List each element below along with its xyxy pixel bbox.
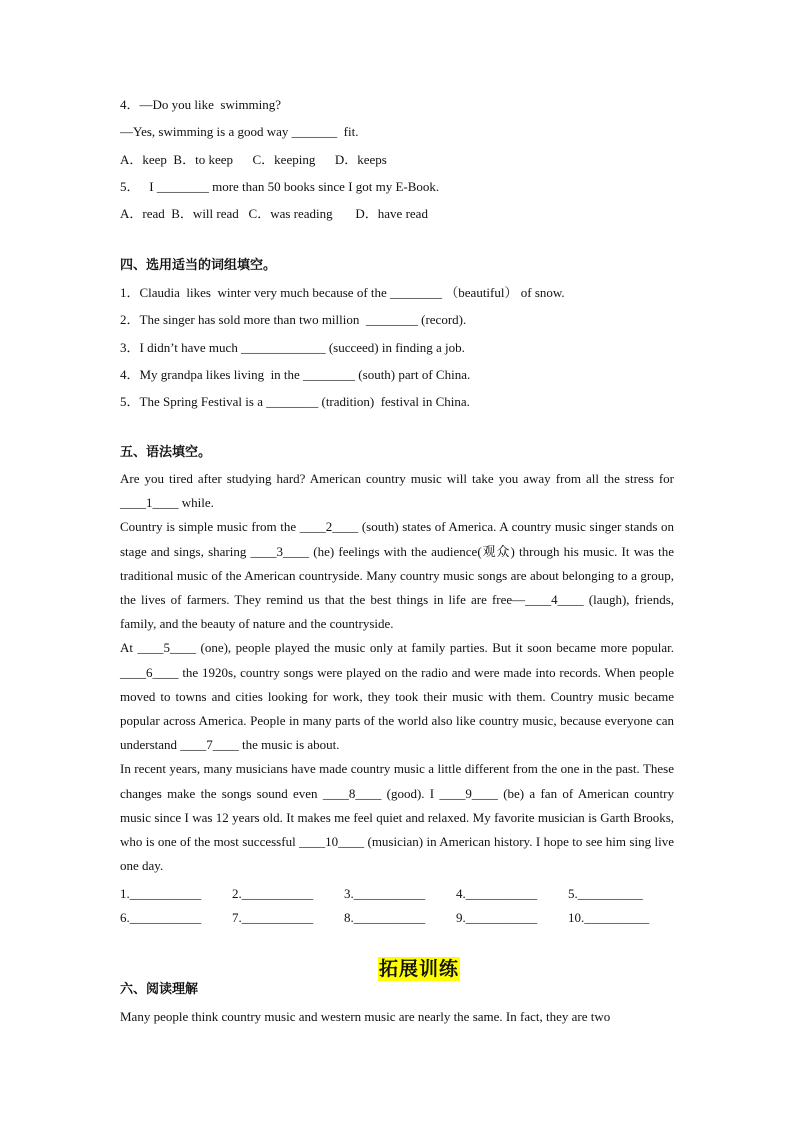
answer-blank[interactable]: 10.__________ xyxy=(568,910,650,925)
section4-item: 3．I didn’t have much _____________ (succeed) in finding a job. xyxy=(120,340,465,355)
section5-passage xyxy=(120,467,674,878)
answer-blank[interactable]: 8.___________ xyxy=(344,910,426,925)
section4-title: 四、选用适当的词组填空。 xyxy=(120,258,277,273)
passage-paragraph: In recent years, many musicians have made country music a little different from the one in the past. These changes make the songs sound even ____8____ (good). I ____9____ (be) a fan of American country music since I was 12 years old. It makes me feel quiet and relaxed. My favorite musician is Garth Brooks, who is one of the most successful ____10____ (musician) in American history. I hope to see him sing live one day. xyxy=(120,761,674,874)
q4-stem: 4．—Do you like swimming? xyxy=(120,97,282,112)
answer-blank[interactable]: 2.___________ xyxy=(232,886,314,901)
passage-paragraph: Country is simple music from the ____2____ (south) states of America. A country music singer stands on stage and sings, sharing ____3____ (he) feelings with the audience(观众) through his music. It was the traditional music of the American countryside. Many country music songs are about belonging to a group, the lives of farmers. They remind us that the best things in life are free—____4____ (laugh), friends, family, and the beauty of nature and the countryside. xyxy=(120,519,675,632)
section4-item: 2．The singer has sold more than two million ________ (record). xyxy=(120,312,467,327)
q4-options: A．keep B．to keep C．keeping D．keeps xyxy=(120,152,387,167)
answer-blank[interactable]: 5.__________ xyxy=(568,886,643,901)
answer-blank[interactable]: 7.___________ xyxy=(232,910,314,925)
answer-blank[interactable]: 6.___________ xyxy=(120,910,202,925)
section5-title: 五、语法填空。 xyxy=(120,445,212,460)
passage-paragraph: Are you tired after studying hard? American country music will take you away from all the stress for ____1____ while. xyxy=(120,471,674,511)
section4-item: 4．My grandpa likes living in the ________ (south) part of China. xyxy=(120,367,471,382)
extension-training-banner: 拓展训练 xyxy=(379,958,460,980)
q4-reply: —Yes, swimming is a good way _______ fit. xyxy=(120,124,359,139)
section4-item: 1．Claudia likes winter very much because of the ________ （beautiful） of snow. xyxy=(120,285,565,300)
q5-stem: 5． I ________ more than 50 books since I got my E-Book. xyxy=(120,179,440,194)
passage-paragraph: At ____5____ (one), people played the music only at family parties. But it soon became more popular. ____6____ the 1920s, country songs were played on the radio and were made into records. When people moved to towns and cities looking for work, they took their music with them. Country music became popular across America. People in many parts of the world also like country music, because everyone can understand ____7____ the music is about. xyxy=(120,640,674,753)
answer-blank[interactable]: 3.___________ xyxy=(344,886,426,901)
answer-blank[interactable]: 9.___________ xyxy=(456,910,538,925)
section4-item: 5．The Spring Festival is a ________ (tradition) festival in China. xyxy=(120,394,470,409)
answer-row-2 xyxy=(120,910,680,926)
q5-options: A．read B．will read C．was reading D．have read xyxy=(120,206,428,221)
answer-row-1 xyxy=(120,886,680,902)
section6-first-line: Many people think country music and western music are nearly the same. In fact, they are two xyxy=(120,1009,611,1024)
answer-blank[interactable]: 4.___________ xyxy=(456,886,538,901)
section6-title: 六、阅读理解 xyxy=(120,982,199,997)
answer-blank[interactable]: 1.___________ xyxy=(120,886,202,901)
